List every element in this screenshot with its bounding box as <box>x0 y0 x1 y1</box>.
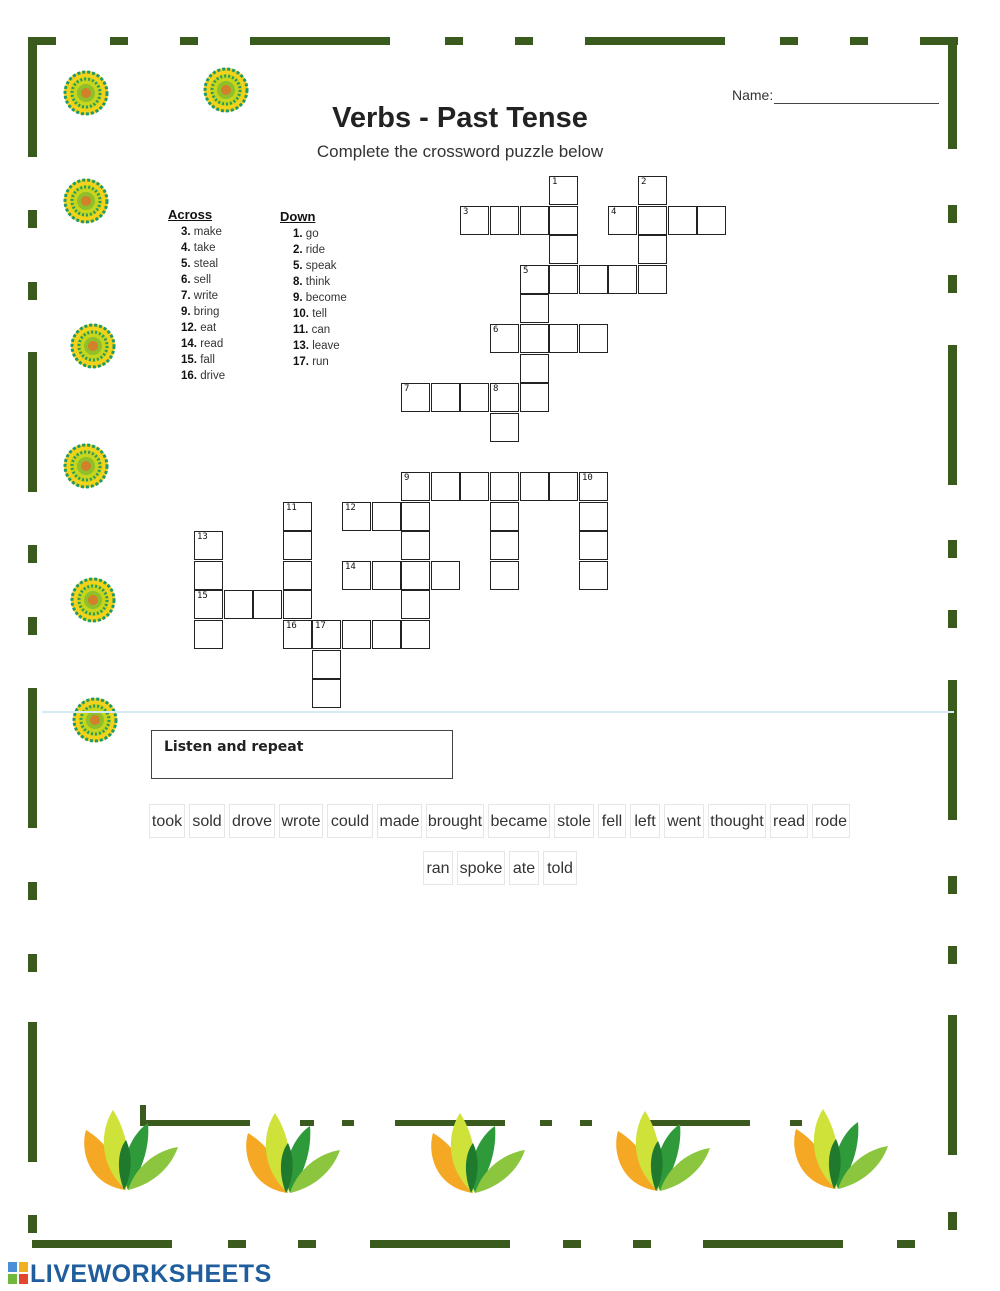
cell-number: 17 <box>315 621 326 631</box>
crossword-cell[interactable] <box>490 502 519 531</box>
cell-number: 11 <box>286 503 297 513</box>
plant-icon <box>425 1108 535 1198</box>
crossword-cell[interactable] <box>460 472 489 501</box>
crossword-cell[interactable] <box>490 206 519 235</box>
crossword-cell[interactable] <box>253 590 282 619</box>
crossword-cell[interactable] <box>638 176 667 205</box>
cell-number: 5 <box>523 266 529 276</box>
cell-number: 4 <box>611 207 617 217</box>
word-chip[interactable]: left <box>630 804 660 838</box>
down-clue: 10. tell <box>293 308 327 320</box>
word-chip[interactable]: made <box>377 804 422 838</box>
crossword-cell[interactable] <box>520 472 549 501</box>
crossword-cell[interactable] <box>401 531 430 560</box>
crossword-cell[interactable] <box>490 383 519 412</box>
page-subtitle: Complete the crossword puzzle below <box>316 142 604 161</box>
down-clue: 11. can <box>293 324 331 336</box>
crossword-cell[interactable] <box>490 472 519 501</box>
crossword-cell[interactable] <box>312 679 341 708</box>
down-clue: 9. become <box>293 292 347 304</box>
plant-icon <box>788 1104 898 1194</box>
crossword-cell[interactable] <box>431 383 460 412</box>
cell-number: 3 <box>463 207 469 217</box>
plant-icon <box>610 1106 720 1196</box>
across-clue: 14. read <box>181 338 224 350</box>
word-chip[interactable]: went <box>664 804 704 838</box>
crossword-cell[interactable] <box>490 531 519 560</box>
crossword-cell[interactable] <box>431 561 460 590</box>
crossword-cell[interactable] <box>579 561 608 590</box>
cell-number: 1 <box>552 177 558 187</box>
crossword-cell[interactable] <box>520 206 549 235</box>
crossword-cell[interactable] <box>194 620 223 649</box>
crossword-cell[interactable] <box>520 354 549 383</box>
crossword-cell[interactable] <box>194 561 223 590</box>
across-clue: 16. drive <box>181 370 226 382</box>
cell-number: 13 <box>197 532 208 542</box>
listen-label: Listen and repeat <box>164 739 304 755</box>
plant-icon <box>78 1105 188 1195</box>
crossword-cell[interactable] <box>372 620 401 649</box>
down-clue: 8. think <box>293 276 331 288</box>
word-chip[interactable]: ate <box>509 851 539 885</box>
crossword-cell[interactable] <box>638 206 667 235</box>
crossword-cell[interactable] <box>401 502 430 531</box>
crossword-cell[interactable] <box>520 265 549 294</box>
crossword-cell[interactable] <box>401 383 430 412</box>
crossword-cell[interactable] <box>608 265 637 294</box>
word-chip[interactable]: told <box>543 851 577 885</box>
cell-number: 9 <box>404 473 410 483</box>
cell-number: 12 <box>345 503 356 513</box>
crossword-cell[interactable] <box>668 206 697 235</box>
crossword-cell[interactable] <box>460 206 489 235</box>
crossword-cell[interactable] <box>460 383 489 412</box>
crossword-cell[interactable] <box>697 206 726 235</box>
cell-number: 8 <box>493 384 499 394</box>
word-chip[interactable]: became <box>488 804 550 838</box>
word-chip[interactable]: sold <box>189 804 225 838</box>
word-chip[interactable]: read <box>770 804 808 838</box>
crossword-cell[interactable] <box>224 590 253 619</box>
plant-icon <box>240 1108 350 1198</box>
cell-number: 15 <box>197 591 208 601</box>
page-title: Verbs - Past Tense <box>332 102 588 134</box>
crossword-cell[interactable] <box>638 265 667 294</box>
down-clue: 13. leave <box>293 340 340 352</box>
across-clue: 6. sell <box>181 274 212 286</box>
crossword-cell[interactable] <box>579 324 608 353</box>
across-clue: 15. fall <box>181 354 215 366</box>
crossword-cell[interactable] <box>549 324 578 353</box>
crossword-cell[interactable] <box>638 235 667 264</box>
cell-number: 14 <box>345 562 356 572</box>
crossword-cell[interactable] <box>490 324 519 353</box>
section-divider <box>42 711 954 713</box>
crossword-cell[interactable] <box>549 176 578 205</box>
crossword-cell[interactable] <box>549 235 578 264</box>
crossword-cell[interactable] <box>401 590 430 619</box>
word-chip[interactable]: fell <box>598 804 626 838</box>
crossword-cell[interactable] <box>490 561 519 590</box>
cell-number: 16 <box>286 621 297 631</box>
crossword-cell[interactable] <box>608 206 637 235</box>
word-chip[interactable]: stole <box>554 804 594 838</box>
word-chip[interactable]: wrote <box>279 804 323 838</box>
crossword-cell[interactable] <box>549 472 578 501</box>
word-chip[interactable]: thought <box>708 804 766 838</box>
crossword-cell[interactable] <box>283 620 312 649</box>
crossword-cell[interactable] <box>283 561 312 590</box>
crossword-cell[interactable] <box>372 502 401 531</box>
word-chip[interactable]: could <box>327 804 373 838</box>
crossword-cell[interactable] <box>490 413 519 442</box>
crossword-cell[interactable] <box>579 502 608 531</box>
crossword-cell[interactable] <box>520 383 549 412</box>
word-chip[interactable]: rode <box>812 804 850 838</box>
across-heading: Across <box>168 207 213 222</box>
down-clue: 5. speak <box>293 260 337 272</box>
across-clue: 4. take <box>181 242 216 254</box>
word-chip[interactable]: took <box>149 804 185 838</box>
down-heading: Down <box>280 209 316 224</box>
word-chip[interactable]: brought <box>426 804 484 838</box>
crossword-cell[interactable] <box>401 620 430 649</box>
across-clue: 9. bring <box>181 306 220 318</box>
crossword-cell[interactable] <box>312 620 341 649</box>
cell-number: 7 <box>404 384 410 394</box>
down-clue: 2. ride <box>293 244 325 256</box>
crossword-cell[interactable] <box>283 531 312 560</box>
listen-box <box>151 730 453 779</box>
across-clue: 3. make <box>181 226 222 238</box>
crossword-cell[interactable] <box>194 531 223 560</box>
cell-number: 10 <box>582 473 593 483</box>
crossword-cell[interactable] <box>342 561 371 590</box>
crossword-cell[interactable] <box>372 561 401 590</box>
crossword-cell[interactable] <box>401 561 430 590</box>
across-clue: 5. steal <box>181 258 219 270</box>
crossword-cell[interactable] <box>283 590 312 619</box>
crossword-cell[interactable] <box>520 324 549 353</box>
crossword-cell[interactable] <box>401 472 430 501</box>
cell-number: 2 <box>641 177 647 187</box>
crossword-cell[interactable] <box>549 265 578 294</box>
word-chip[interactable]: spoke <box>457 851 505 885</box>
crossword-cell[interactable] <box>194 590 223 619</box>
across-clue: 12. eat <box>181 322 217 334</box>
down-clue: 1. go <box>293 228 319 240</box>
crossword-cell[interactable] <box>283 502 312 531</box>
word-chip[interactable]: ran <box>423 851 453 885</box>
brand-name: LIVEWORKSHEETS <box>30 1260 272 1288</box>
name-label: Name: <box>732 87 774 103</box>
cell-number: 6 <box>493 325 499 335</box>
crossword-cell[interactable] <box>579 472 608 501</box>
crossword-cell[interactable] <box>579 531 608 560</box>
crossword-cell[interactable] <box>431 472 460 501</box>
down-clue: 17. run <box>293 356 329 368</box>
across-clue: 7. write <box>181 290 219 302</box>
crossword-cell[interactable] <box>342 620 371 649</box>
crossword-cell[interactable] <box>342 502 371 531</box>
brand-grid-icon <box>8 1262 28 1284</box>
crossword-cell[interactable] <box>520 294 549 323</box>
crossword-cell[interactable] <box>549 206 578 235</box>
word-chip[interactable]: drove <box>229 804 275 838</box>
crossword-cell[interactable] <box>312 650 341 679</box>
crossword-cell[interactable] <box>579 265 608 294</box>
